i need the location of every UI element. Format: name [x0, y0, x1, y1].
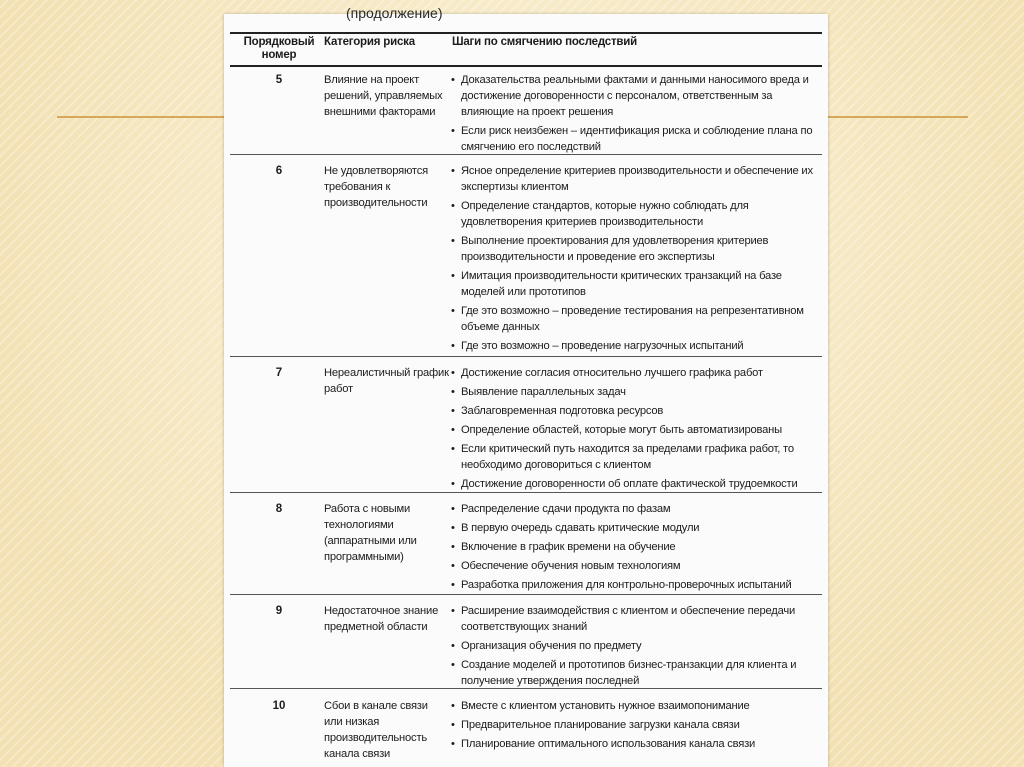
step-item: • Разработка приложения для контрольно-проверочных испытаний	[450, 577, 822, 593]
step-item: • Имитация производительности критических транзакций на базе моделей или прототипов	[450, 268, 822, 300]
step-item: • Выявление параллельных задач	[450, 384, 822, 400]
row-category: Нереалистичный график работ	[324, 367, 449, 395]
row-number: 9	[275, 605, 283, 617]
row-number: 6	[275, 165, 283, 177]
header-steps: Шаги по смягчению последствий	[452, 36, 638, 48]
step-item: • Распределение сдачи продукта по фазам	[450, 501, 822, 517]
row-steps	[450, 365, 822, 495]
row-category: Сбои в канале связи или низкая производительность канала связи	[324, 700, 428, 760]
row-number: 5	[275, 74, 283, 86]
step-item: • Достижение согласия относительно лучшего графика работ	[450, 365, 822, 381]
step-item: • Если критический путь находится за пределами графика работ, то необходимо договориться с клиентом	[450, 441, 822, 473]
decorative-line-right	[828, 116, 968, 118]
row-steps	[450, 603, 822, 692]
row-divider	[230, 688, 822, 689]
step-item: • В первую очередь сдавать критические модули	[450, 520, 822, 536]
step-item: • Создание моделей и прототипов бизнес-транзакции для клиента и получение утверждения последней	[450, 657, 822, 689]
step-item: • Организация обучения по предмету	[450, 638, 822, 654]
step-item: • Доказательства реальными фактами и данными наносимого вреда и достижение договоренности с персоналом, ответственным за влияющие на проект решения	[450, 72, 822, 120]
step-item: • Определение областей, которые могут быть автоматизированы	[450, 422, 822, 438]
step-item: • Планирование оптимального использования канала связи	[450, 736, 822, 752]
row-steps	[450, 72, 822, 158]
header-category: Категория риска	[324, 36, 415, 48]
row-category: Недостаточное знание предметной области	[324, 605, 439, 633]
step-item: • Выполнение проектирования для удовлетворения критериев производительности и проведение его экспертизы	[450, 233, 822, 265]
step-item: • Где это возможно – проведение нагрузочных испытаний	[450, 338, 822, 354]
row-category: Работа с новыми технологиями (аппаратными или программными)	[324, 503, 417, 563]
continuation-label: (продолжение)	[346, 5, 443, 21]
step-item: • Определение стандартов, которые нужно соблюдать для удовлетворения критериев производительности	[450, 198, 822, 230]
row-steps	[450, 501, 822, 596]
row-divider	[230, 492, 822, 493]
row-divider	[230, 594, 822, 595]
step-item: • Предварительное планирование загрузки канала связи	[450, 717, 822, 733]
header-number: Порядковый номер	[243, 36, 315, 61]
row-number: 8	[275, 503, 283, 515]
row-steps	[450, 698, 822, 755]
document-page	[224, 5, 828, 767]
step-item: • Ясное определение критериев производительности и обеспечение их экспертизы клиентом	[450, 163, 822, 195]
row-category: Не удовлетворяются требования к производительности	[324, 165, 428, 209]
row-divider	[230, 356, 822, 357]
table-top-rule	[230, 32, 822, 34]
step-item: • Включение в график времени на обучение	[450, 539, 822, 555]
decorative-line-left	[57, 116, 224, 118]
step-item: • Обеспечение обучения новым технологиям	[450, 558, 822, 574]
step-item: • Достижение договоренности об оплате фактической трудоемкости	[450, 476, 822, 492]
step-item: • Вместе с клиентом установить нужное взаимопонимание	[450, 698, 822, 714]
row-number: 10	[272, 700, 286, 712]
row-category: Влияние на проект решений, управляемых внешними факторами	[324, 74, 443, 118]
step-item: • Где это возможно – проведение тестирования на репрезентативном объеме данных	[450, 303, 822, 335]
step-item: • Заблаговременная подготовка ресурсов	[450, 403, 822, 419]
header-rule	[230, 65, 822, 67]
row-divider	[230, 154, 822, 155]
step-item: • Расширение взаимодействия с клиентом и обеспечение передачи соответствующих знаний	[450, 603, 822, 635]
row-steps	[450, 163, 822, 357]
step-item: • Если риск неизбежен – идентификация риска и соблюдение плана по смягчению его последствий	[450, 123, 822, 155]
row-number: 7	[275, 367, 283, 379]
